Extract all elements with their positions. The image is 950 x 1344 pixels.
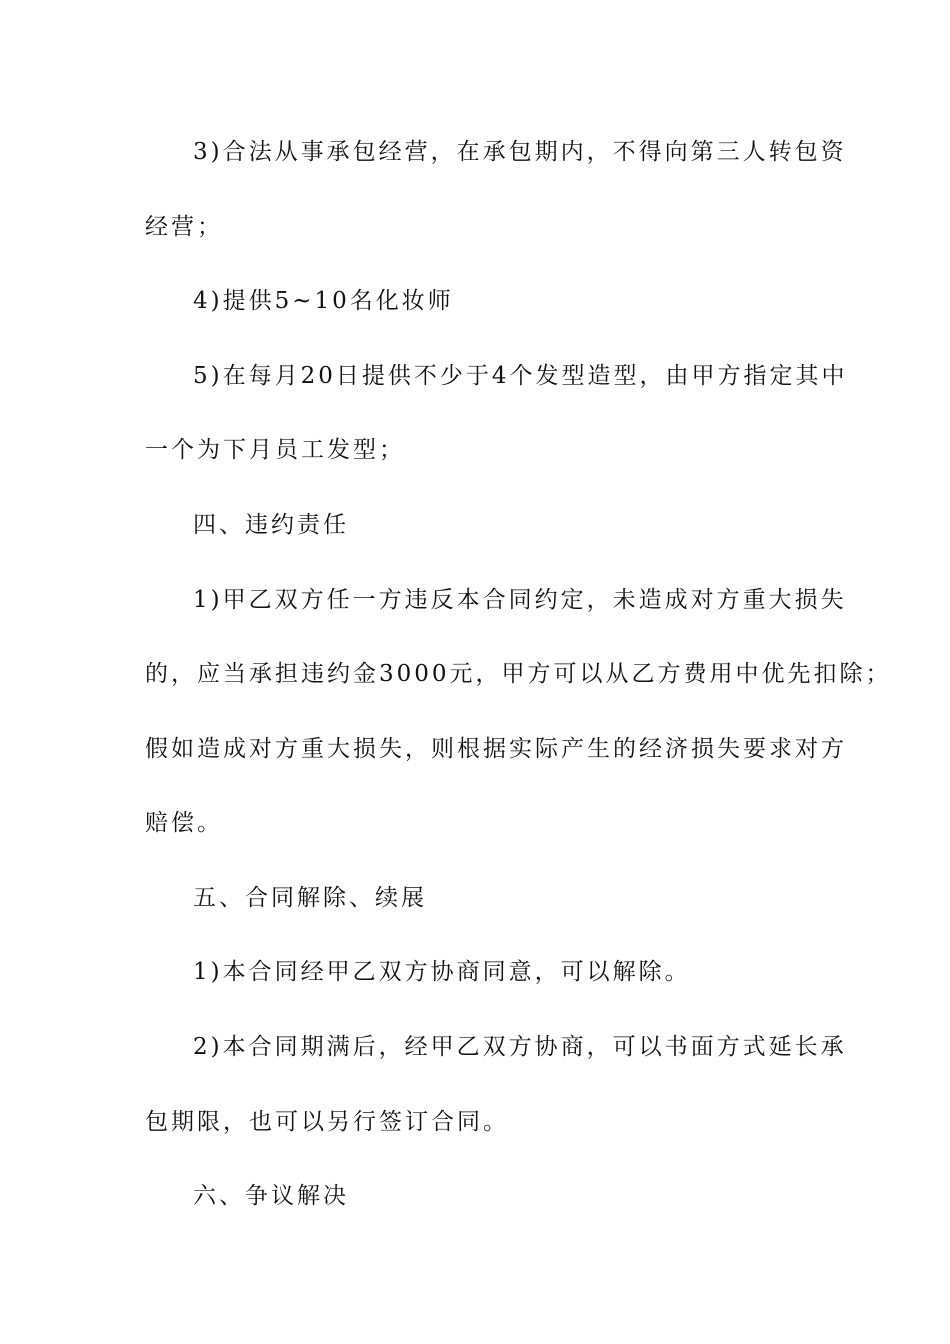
section-heading: 四、违约责任 <box>193 512 349 538</box>
paragraph-line: 的，应当承担违约金3000元，甲方可以从乙方费用中优先扣除； <box>145 661 892 687</box>
paragraph-line: 1)本合同经甲乙双方协商同意，可以解除。 <box>193 959 691 985</box>
paragraph-line: 4)提供5~10名化妆师 <box>193 288 454 314</box>
paragraph-line: 3)合法从事承包经营，在承包期内，不得向第三人转包资 <box>193 139 847 165</box>
paragraph-line: 1)甲乙双方任一方违反本合同约定，未造成对方重大损失 <box>193 587 847 613</box>
paragraph-line: 经营； <box>145 214 223 240</box>
paragraph-line: 2)本合同期满后，经甲乙双方协商，可以书面方式延长承 <box>193 1034 847 1060</box>
paragraph-line: 包期限，也可以另行签订合同。 <box>145 1109 509 1135</box>
paragraph-line: 赔偿。 <box>145 810 223 836</box>
paragraph-line: 一个为下月员工发型； <box>145 437 405 463</box>
section-heading: 六、争议解决 <box>193 1183 349 1209</box>
paragraph-line: 5)在每月20日提供不少于4个发型造型，由甲方指定其中 <box>193 363 848 389</box>
paragraph-line: 假如造成对方重大损失，则根据实际产生的经济损失要求对方 <box>145 736 847 762</box>
section-heading: 五、合同解除、续展 <box>193 885 427 911</box>
